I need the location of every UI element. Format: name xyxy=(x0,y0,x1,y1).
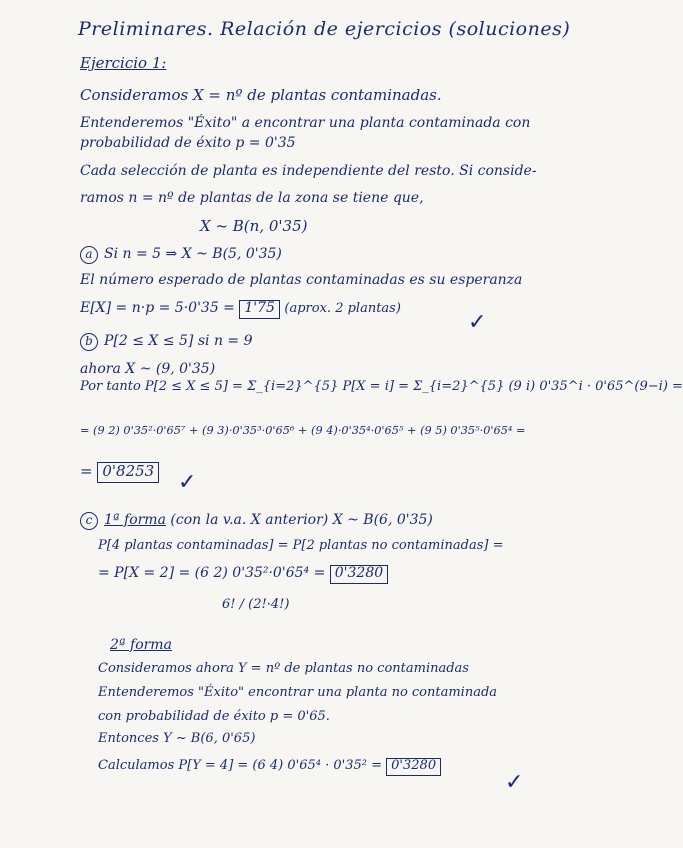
page-title: Preliminares. Relación de ejercicios (soluciones) xyxy=(78,18,571,40)
part-c-line xyxy=(80,512,433,530)
sum-expansion-line: = (9 2) 0'35²·0'65⁷ + (9 3)·0'35³·0'65⁶ + (9 4)·0'35⁴·0'65⁵ + (9 5) 0'35⁵·0'65⁴ = xyxy=(80,424,526,437)
exercise-heading: Ejercicio 1: xyxy=(80,54,167,72)
factorial-note: 6! / (2!·4!) xyxy=(222,597,290,612)
answer-box-second: 0'3280 xyxy=(386,758,441,776)
part-b-line xyxy=(80,333,253,351)
part-a-text: Si n = 5 ⇒ X ~ B(5, 0'35) xyxy=(104,246,282,262)
text-line: Entenderemos "Éxito" a encontrar una planta contaminada con xyxy=(80,115,531,131)
distribution-line: X ~ B(n, 0'35) xyxy=(200,217,308,235)
part-c-label: c xyxy=(80,512,98,530)
binomial-formula: = P[X = 2] = (6 2) 0'35²·0'65⁴ = xyxy=(98,565,326,581)
check-mark-icon: ✓ xyxy=(468,310,487,335)
text-line: Cada selección de planta es independiente del resto. Si conside- xyxy=(80,163,537,179)
result-line-b xyxy=(80,462,159,483)
text-line: ramos n = nº de plantas de la zona se tiene que, xyxy=(80,190,424,206)
text-line: Consideramos ahora Y = nº de plantas no contaminadas xyxy=(98,661,469,676)
part-b-label: b xyxy=(80,333,98,351)
answer-box-b: 0'8253 xyxy=(97,462,159,483)
sum-line: Por tanto P[2 ≤ X ≤ 5] = Σ_{i=2}^{5} P[X = i] = Σ_{i=2}^{5} (9 i) 0'35^i · 0'65^(9−i) = xyxy=(80,379,683,394)
answer-box-c: 0'3280 xyxy=(330,565,388,584)
binomial-formula-y: Calculamos P[Y = 4] = (6 4) 0'65⁴ · 0'35² = xyxy=(98,758,383,773)
text-line: con probabilidad de éxito p = 0'65. xyxy=(98,709,330,724)
result-line-second xyxy=(98,758,441,776)
part-a-line xyxy=(80,246,282,264)
text-line: probabilidad de éxito p = 0'35 xyxy=(80,135,296,151)
text-line: Entenderemos "Éxito" encontrar una planta no contaminada xyxy=(98,685,498,700)
equals-sign: = xyxy=(80,462,93,480)
result-line-c xyxy=(98,565,388,584)
text-line: Entonces Y ~ B(6, 0'65) xyxy=(98,731,256,746)
approx-note: (aprox. 2 plantas) xyxy=(284,301,401,316)
text-line: P[4 plantas contaminadas] = P[2 plantas no contaminadas] = xyxy=(98,538,504,553)
check-mark-icon: ✓ xyxy=(505,770,524,795)
check-mark-icon: ✓ xyxy=(178,470,197,495)
part-b-text: P[2 ≤ X ≤ 5] si n = 9 xyxy=(104,333,253,349)
text-line: ahora X ~ (9, 0'35) xyxy=(80,361,216,377)
text-line: Consideramos X = nº de plantas contaminadas. xyxy=(80,86,442,104)
answer-box-a: 1'75 xyxy=(239,300,280,319)
expectation-line xyxy=(80,300,401,319)
first-method-heading: 1ª forma xyxy=(104,512,166,528)
text-line: El número esperado de plantas contaminadas es su esperanza xyxy=(80,272,523,288)
part-a-label: a xyxy=(80,246,98,264)
part-c-text: (con la v.a. X anterior) X ~ B(6, 0'35) xyxy=(170,512,433,528)
second-method-heading: 2ª forma xyxy=(110,637,172,653)
expectation-formula: E[X] = n·p = 5·0'35 = xyxy=(80,300,235,316)
